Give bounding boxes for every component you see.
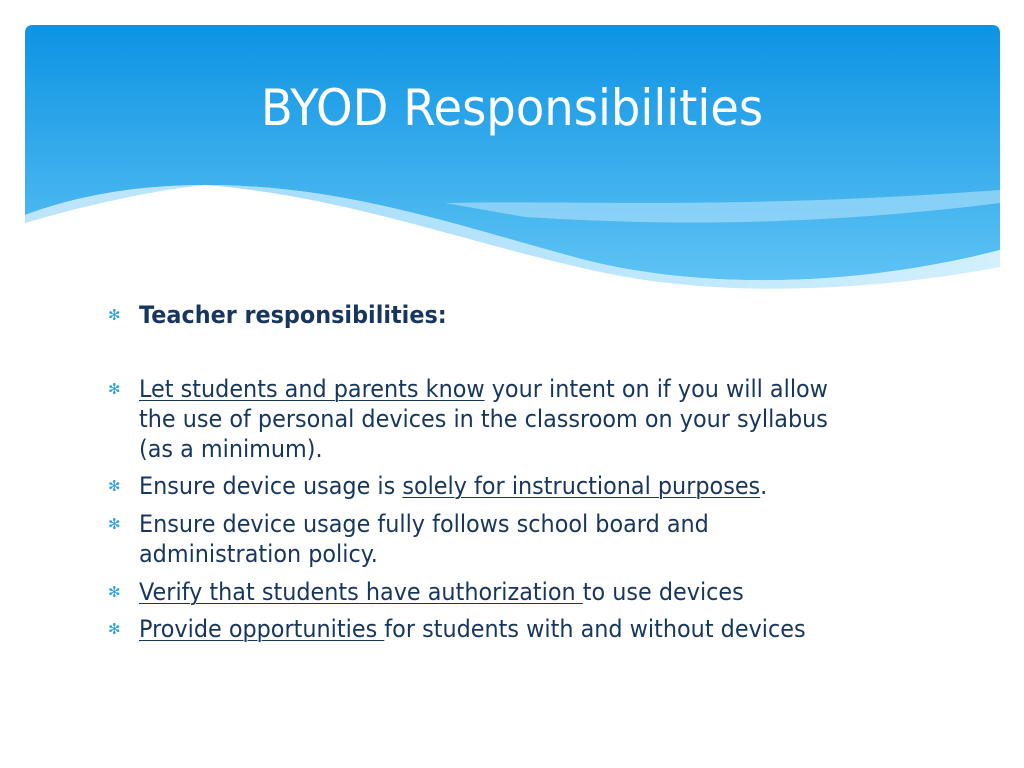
- bullet-text: [139, 374, 845, 464]
- slide-title: BYOD Responsibilities: [260, 79, 764, 137]
- bullet-let-students-know: [108, 374, 898, 464]
- link-provide-opportunities[interactable]: Provide opportunities: [139, 615, 385, 643]
- bullet-device-usage-instructional: [108, 471, 898, 501]
- bullet-device-usage-policy: [108, 509, 898, 569]
- bullet-text: [139, 471, 845, 501]
- bullet-text-start: Ensure device usage is: [139, 472, 403, 500]
- asterisk-icon: ✻: [108, 515, 121, 533]
- bullet-text-rest: for students with and without devices: [384, 615, 806, 643]
- bullet-text-rest: to use devices: [582, 578, 744, 606]
- bullet-list: [108, 300, 898, 644]
- asterisk-icon: ✻: [108, 583, 121, 601]
- link-verify-authorization[interactable]: Verify that students have authorization: [139, 578, 583, 606]
- asterisk-icon: ✻: [108, 477, 121, 495]
- bullet-text: [139, 614, 845, 644]
- header-banner: [25, 25, 1000, 290]
- asterisk-icon: ✻: [108, 380, 121, 398]
- bullet-provide-opportunities: [108, 614, 898, 644]
- bullet-text-rest: your intent on if you will allow the use of personal devices in the classroom on your syllabus (as a minimum).: [139, 375, 828, 463]
- bullet-verify-authorization: [108, 577, 898, 607]
- link-instructional-purposes[interactable]: solely for instructional purposes: [402, 472, 761, 500]
- asterisk-icon: ✻: [108, 620, 121, 638]
- bullet-text: Ensure device usage fully follows school board and administration policy.: [139, 510, 709, 568]
- wave-background: [25, 25, 1000, 290]
- link-let-students-know[interactable]: Let students and parents know: [139, 375, 485, 403]
- bullet-teacher-responsibilities: [108, 300, 898, 330]
- bullet-text-end: .: [760, 472, 768, 500]
- asterisk-icon: ✻: [108, 306, 121, 324]
- bullet-text: [139, 577, 845, 607]
- bullet-text: Teacher responsibilities:: [139, 301, 447, 329]
